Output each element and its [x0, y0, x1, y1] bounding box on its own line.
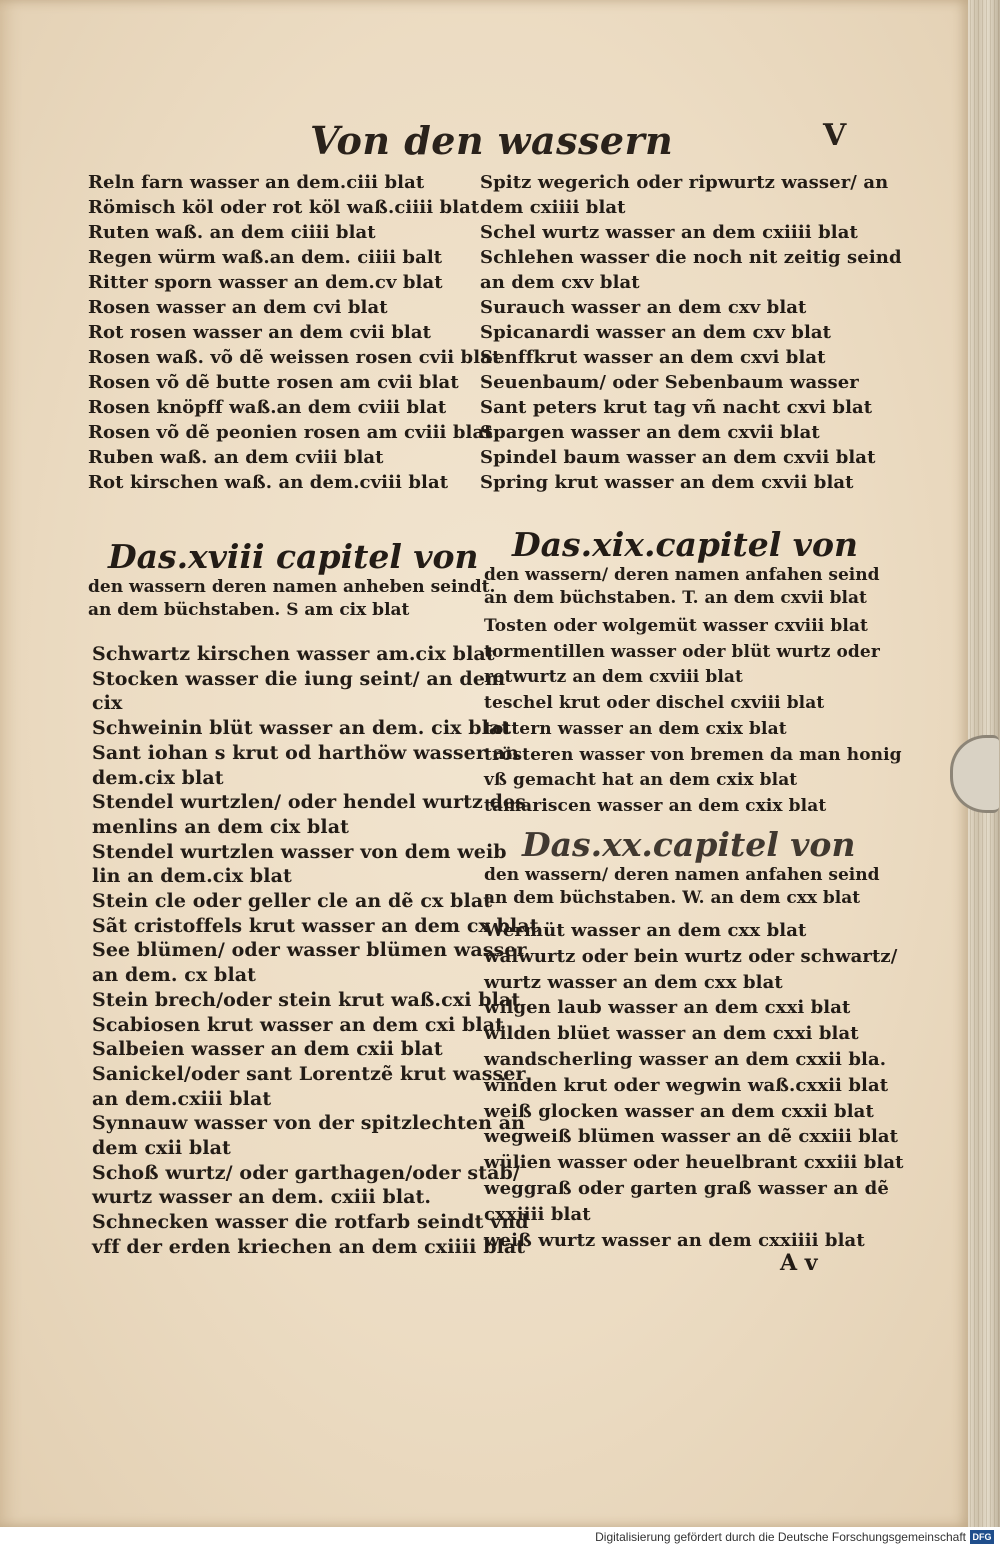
list-item: Seuenbaum/ oder Sebenbaum wasser [480, 372, 859, 393]
list-item: Reln farn wasser an dem.ciii blat [88, 172, 425, 193]
list-item: an dem.cxiii blat [92, 1087, 272, 1110]
list-item: teschel krut oder dischel cxviii blat [484, 693, 825, 714]
list-item: wandscherling wasser an dem cxxii bla. [484, 1048, 887, 1070]
chapter-title: Das.xx.capitel von [522, 825, 856, 864]
list-item: Spicanardi wasser an dem cxv blat [480, 322, 832, 343]
list-item: Rosen knöpff waß.an dem cviii blat [88, 397, 447, 418]
list-item: cxxiiii blat [484, 1203, 591, 1225]
list-item: Wermüt wasser an dem cxx blat [484, 920, 807, 941]
chapter-subtitle: an dem büchstaben. S am cix blat [88, 600, 410, 620]
list-item: trösteren wasser von bremen da man honig [484, 744, 902, 765]
list-item: dem cxii blat [92, 1137, 231, 1160]
chapter-subtitle: den wassern deren namen anheben seindt. [88, 577, 496, 597]
signature-mark: A v [780, 1250, 818, 1276]
chapter-subtitle: den wassern/ deren namen anfahen seind [484, 865, 880, 885]
list-item: cix [92, 692, 123, 715]
list-item: winden krut oder wegwin waß.cxxii blat [484, 1074, 889, 1096]
chapter-19-list [484, 614, 902, 820]
list-item: weiß wurtz wasser an dem cxxiiii blat [484, 1229, 865, 1251]
chapter-20-heading [484, 826, 880, 910]
list-item: Ritter sporn wasser an dem.cv blat [88, 272, 443, 293]
list-item: tamariscen wasser an dem cxix blat [484, 795, 827, 816]
list-item: wülien wasser oder heuelbrant cxxiii blat [484, 1152, 904, 1174]
chapter-18-heading [88, 538, 495, 622]
list-item: Römisch köl oder rot köl waß.ciiii blat [88, 197, 480, 218]
running-head: Von den wassern [310, 118, 674, 163]
list-item: Spring krut wasser an dem cxvii blat [480, 472, 854, 493]
list-item: lin an dem.cix blat [92, 865, 292, 888]
list-item: Rot rosen wasser an dem cvii blat [88, 322, 432, 343]
list-item: dem cxiiii blat [480, 197, 626, 218]
list-item: rotwurtz an dem cxviii blat [484, 667, 743, 688]
list-item: Stendel wurtzlen/ oder hendel wurtz des [92, 791, 526, 814]
list-item: an dem. cx blat [92, 964, 257, 987]
list-item: tormentillen wasser oder blüt wurtz oder [484, 641, 880, 662]
list-item: weggraß oder garten graß wasser an dẽ [484, 1177, 889, 1199]
list-item: Stocken wasser die iung seint/ an dem [92, 667, 506, 690]
list-item: Schwartz kirschen wasser am.cix blat [92, 643, 495, 665]
list-item: Stein cle oder geller cle an dẽ cx blat [92, 890, 493, 913]
list-item: Rosen waß. võ dẽ weissen rosen cvii blat [88, 347, 501, 368]
list-item: vß gemacht hat an dem cxix blat [484, 770, 798, 791]
list-item: Ruben waß. an dem cviii blat [88, 447, 384, 468]
list-item: Schweinin blüt wasser an dem. cix blat [92, 717, 511, 740]
list-item: wurtz wasser an dem cxx blat [484, 971, 783, 993]
left-top-list [88, 170, 500, 495]
list-item: See blümen/ oder wasser blümen wasser [92, 939, 527, 962]
list-item: Schnecken wasser die rotfarb seindt vnd [92, 1211, 529, 1234]
list-item: Scabiosen krut wasser an dem cxi blat [92, 1013, 504, 1036]
list-item: weiß glocken wasser an dem cxxii blat [484, 1100, 874, 1122]
list-item: Synnauw wasser von der spitzlechten an [92, 1112, 526, 1135]
list-item: Spindel baum wasser an dem cxvii blat [480, 447, 876, 468]
list-item: Senffkrut wasser an dem cxvi blat [480, 347, 826, 368]
chapter-subtitle: den wassern/ deren namen anfahen seind [484, 565, 880, 585]
list-item: Schoß wurtz/ oder garthagen/oder stab/ [92, 1161, 520, 1184]
list-item: Surauch wasser an dem cxv blat [480, 297, 807, 318]
list-item: Spitz wegerich oder ripwurtz wasser/ an [480, 172, 889, 193]
list-item: Stein brech/oder stein krut waß.cxi blat [92, 988, 521, 1011]
right-top-list [480, 170, 902, 495]
list-item: Spargen wasser an dem cxvii blat [480, 422, 820, 443]
list-item: Sanickel/oder sant Lorentzẽ krut wasser [92, 1062, 526, 1085]
list-item: Sant iohan s krut od harthöw wasser an [92, 741, 520, 764]
dfg-logo-icon: DFG [970, 1530, 994, 1544]
list-item: Sãt cristoffels krut wasser an dem cx blat [92, 914, 539, 937]
list-item: dem.cix blat [92, 766, 224, 789]
list-item: wilgen laub wasser an dem cxxi blat [484, 997, 851, 1019]
list-item: tottern wasser an dem cxix blat [484, 718, 787, 739]
list-item: walwurtz oder bein wurtz oder schwartz/ [484, 945, 898, 967]
funding-credit: Digitalisierung gefördert durch die Deutsche Forschungsgemeinschaft [595, 1530, 966, 1544]
list-item: wegweiß blümen wasser an dẽ cxxiii blat [484, 1126, 899, 1148]
folio-number: V [823, 118, 847, 153]
list-item: Stendel wurtzlen wasser von dem weib [92, 840, 507, 863]
list-item: Rosen võ dẽ peonien rosen am cviii blat [88, 422, 493, 443]
list-item: menlins an dem cix blat [92, 815, 350, 838]
list-item: Schel wurtz wasser an dem cxiiii blat [480, 222, 858, 243]
list-item: Rot kirschen waß. an dem.cviii blat [88, 472, 449, 493]
chapter-19-heading [484, 526, 880, 610]
list-item: wurtz wasser an dem. cxiii blat. [92, 1186, 432, 1209]
chapter-subtitle: an dem büchstaben. T. an dem cxvii blat [484, 588, 867, 608]
list-item: wilden blüet wasser an dem cxxi blat [484, 1023, 859, 1045]
list-item: Rosen võ dẽ butte rosen am cvii blat [88, 372, 459, 393]
list-item: an dem cxv blat [480, 272, 640, 293]
chapter-title: Das.xix.capitel von [512, 525, 858, 564]
list-item: Schlehen wasser die noch nit zeitig seind [480, 247, 902, 268]
chapter-20-list [484, 918, 904, 1253]
list-item: Ruten waß. an dem ciiii blat [88, 222, 376, 243]
chapter-subtitle: an dem büchstaben. W. an dem cxx blat [484, 888, 861, 908]
list-item: Rosen wasser an dem cvi blat [88, 297, 388, 318]
list-item: Tosten oder wolgemüt wasser cxviii blat [484, 616, 868, 636]
list-item: Salbeien wasser an dem cxii blat [92, 1038, 443, 1061]
list-item: vff der erden kriechen an dem cxiiii blat [92, 1235, 526, 1258]
list-item: Sant peters krut tag vñ nacht cxvi blat [480, 397, 873, 418]
chapter-18-list [92, 642, 539, 1260]
chapter-title: Das.xviii capitel von [108, 537, 479, 576]
list-item: Regen würm waß.an dem. ciiii balt [88, 247, 443, 268]
